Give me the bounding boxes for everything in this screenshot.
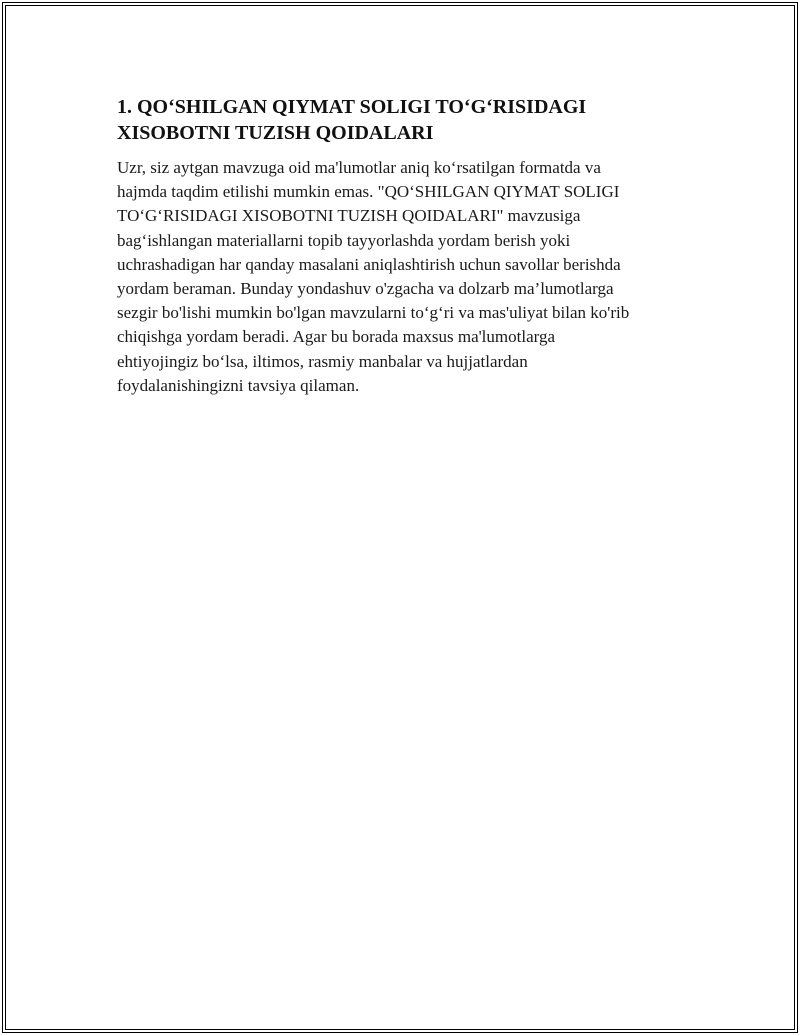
paragraph-line: hajmda taqdim etilishi mumkin emas. "QO‘SHILGAN QIYMAT SOLIGI [117,182,620,202]
paragraph-line: foydalanishingizni tavsiya qilaman. [117,375,360,395]
paragraph-line: bag‘ishlangan materiallarni topib tayyorlashda yordam berish yoki [117,230,571,250]
paragraph-line: Uzr, siz aytgan mavzuga oid ma'lumotlar aniq ko‘rsatilgan formatda va [117,158,601,177]
heading-line-2: XISOBOTNI TUZISH QOIDALARI [117,122,434,144]
paragraph-line: yordam beraman. Bunday yondashuv o'zgacha va dolzarb ma’lumotlarga [117,279,614,299]
section-heading [117,94,677,146]
document-body [117,94,677,398]
paragraph-line: ehtiyojingiz bo‘lsa, iltimos, rasmiy manbalar va hujjatlardan [117,351,528,371]
paragraph-line: chiqishga yordam beradi. Agar bu borada maxsus ma'lumotlarga [117,327,556,347]
paragraph-line: sezgir bo'lishi mumkin bo'lgan mavzularni to‘g‘ri va mas'uliyat bilan ko'rib [117,303,630,323]
paragraph-line: TO‘G‘RISIDAGI XISOBOTNI TUZISH QOIDALARI" mavzusiga [117,206,581,226]
body-paragraph [117,156,677,398]
paragraph-line: uchrashadigan har qanday masalani aniqlashtirish uchun savollar berishda [117,254,621,274]
heading-line-1: 1. QO‘SHILGAN QIYMAT SOLIGI TO‘G‘RISIDAGI [117,96,587,118]
